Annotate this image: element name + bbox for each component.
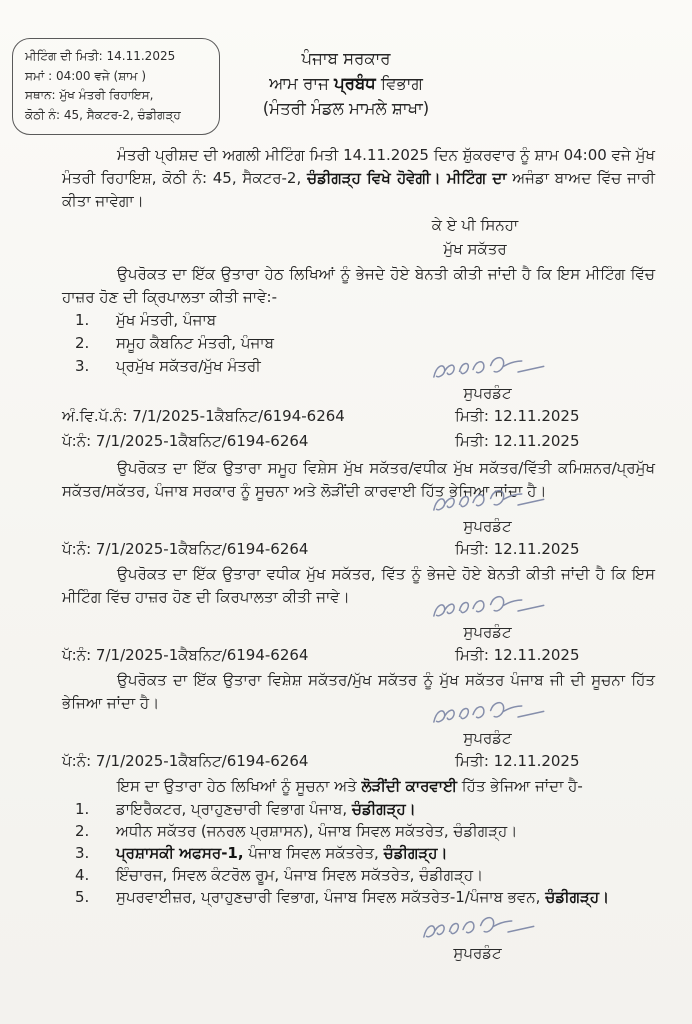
list-item xyxy=(75,886,655,908)
list-item xyxy=(75,864,655,886)
signatory-designation: ਸੁਪਰਡੰਟ xyxy=(463,384,512,402)
list-item-number: 3. xyxy=(75,357,90,375)
signature-block xyxy=(380,697,595,748)
signatory-designation: ਸੁਪਰਡੰਟ xyxy=(463,517,512,535)
list-item-number: 5. xyxy=(75,888,90,906)
reference-date: ਮਿਤੀ: 12.11.2025 xyxy=(455,540,580,558)
reference-number: ਪੱ:ਨੰ: 7/1/2025-1ਕੈਬਨਿਟ/6194-6264 xyxy=(62,646,309,664)
list-item-text: ਇੰਚਾਰਜ, ਸਿਵਲ ਕੰਟਰੋਲ ਰੂਮ, ਪੰਜਾਬ ਸਿਵਲ ਸਕੱਤਰੇਤ, ਚੰਡੀਗੜ੍ਹ। xyxy=(116,866,484,884)
reference-line xyxy=(62,538,655,561)
list-item-number: 4. xyxy=(75,866,90,884)
list-item xyxy=(75,820,655,842)
reference-line xyxy=(62,405,655,428)
handwritten-signature-icon xyxy=(397,482,578,522)
endorsement-paragraph-2: ਉਪਰੋਕਤ ਦਾ ਇੱਕ ਉਤਾਰਾ ਵਧੀਕ ਮੁੱਖ ਸਕੱਤਰ, ਵਿੱਤ ਨੂੰ ਭੇਜਦੇ ਹੋਏ ਬੇਨਤੀ ਕੀਤੀ ਜਾਂਦੀ ਹੈ ਕਿ ਇਸ ਮੀਟਿੰਗ ਵਿੱਚ ਹਾਜ਼ਰ ਹੋਣ ਦੀ ਕਿਰਪਾਲਤਾ ਕੀਤੀ ਜਾਵੇ। xyxy=(62,565,655,606)
handwritten-signature-icon xyxy=(397,588,578,628)
branch-name: (ਮੰਤਰੀ ਮੰਡਲ ਮਾਮਲੇ ਸ਼ਾਖਾ) xyxy=(262,99,430,118)
signatory-designation: ਸੁਪਰਡੰਟ xyxy=(463,623,512,641)
list-item-text: ਪ੍ਰਮੁੱਖ ਸਕੱਤਰ/ਮੁੱਖ ਮੰਤਰੀ xyxy=(116,357,261,375)
list-item-text: ਸਮੂਹ ਕੈਬਨਿਟ ਮੰਤਰੀ, ਪੰਜਾਬ xyxy=(116,334,274,352)
list-item-text: ਸੁਪਰਵਾਈਜ਼ਰ, ਪ੍ਰਾਹੁਣਚਾਰੀ ਵਿਭਾਗ, ਪੰਜਾਬ ਸਿਵਲ ਸਕੱਤਰੇਤ-1/ਪੰਜਾਬ ਭਵਨ, ਚੰਡੀਗੜ੍ਹ। xyxy=(116,888,610,906)
distribution-list xyxy=(62,798,655,908)
list-item-number: 2. xyxy=(75,822,90,840)
handwritten-signature-icon xyxy=(397,349,578,389)
list-item-text: ਅਧੀਨ ਸਕੱਤਰ (ਜਨਰਲ ਪ੍ਰਸ਼ਾਸਨ), ਪੰਜਾਬ ਸਿਵਲ ਸਕੱਤਰੇਤ, ਚੰਡੀਗੜ੍ਹ। xyxy=(116,822,518,840)
list-item xyxy=(75,798,655,820)
meeting-venue-line2: ਕੋਠੀ ਨੰ: 45, ਸੈਕਟਰ-2, ਚੰਡੀਗੜ੍ਹ xyxy=(25,107,181,122)
reference-date: ਮਿਤੀ: 12.11.2025 xyxy=(455,752,580,770)
signature-block xyxy=(380,352,595,403)
signatory-title: ਮੁੱਖ ਸਕੱਤਰ xyxy=(443,240,507,258)
list-item xyxy=(75,842,655,864)
letterhead xyxy=(0,0,692,142)
reference-number: ਪੱ:ਨੰ: 7/1/2025-1ਕੈਬਨਿਟ/6194-6264 xyxy=(62,540,309,558)
reference-date: ਮਿਤੀ: 12.11.2025 xyxy=(455,432,580,450)
signature-block xyxy=(380,591,595,642)
opening-paragraph: ਮੰਤਰੀ ਪ੍ਰੀਸ਼ਦ ਦੀ ਅਗਲੀ ਮੀਟਿੰਗ ਮਿਤੀ 14.11.2025 ਦਿਨ ਸ਼ੁੱਕਰਵਾਰ ਨੂੰ ਸ਼ਾਮ 04:00 ਵਜੇ ਮੁੱਖ ਮੰਤਰੀ ਰਿਹਾਇਸ਼, ਕੋਠੀ ਨੰ: 45, ਸੈਕਟਰ-2, ਚੰਡੀਗੜ੍ਹ ਵਿਖੇ ਹੋਵੇਗੀ। ਮੀਟਿੰਗ ਦਾ ਅਜੰਡਾ ਬਾਅਦ ਵਿੱਚ ਜਾਰੀ ਕੀਤਾ ਜਾਵੇਗਾ। xyxy=(62,146,655,210)
list-item-number: 2. xyxy=(75,334,90,352)
signatory-name: ਕੇ ਏ ਪੀ ਸਿਨਹਾ xyxy=(431,216,519,234)
list-item-text: ਡਾਇਰੈਕਟਰ, ਪ੍ਰਾਹੁਣਚਾਰੀ ਵਿਭਾਗ ਪੰਜਾਬ, ਚੰਡੀਗੜ੍ਹ। xyxy=(116,800,416,818)
reference-date: ਮਿਤੀ: 12.11.2025 xyxy=(455,407,580,425)
list-item-number: 1. xyxy=(75,800,90,818)
reference-number: ਪੱ:ਨੰ: 7/1/2025-1ਕੈਬਨਿਟ/6194-6264 xyxy=(62,432,309,450)
list-item-text: ਮੁੱਖ ਮੰਤਰੀ, ਪੰਜਾਬ xyxy=(116,311,217,329)
typed-signoff xyxy=(375,213,575,261)
meeting-info-box xyxy=(12,38,220,135)
distribution-paragraph: ਇਸ ਦਾ ਉਤਾਰਾ ਹੇਠ ਲਿਖਿਆਂ ਨੂੰ ਸੂਚਨਾ ਅਤੇ ਲੋੜੀਂਦੀ ਕਾਰਵਾਈ ਹਿੱਤ ਭੇਜਿਆ ਜਾਂਦਾ ਹੈ- xyxy=(117,777,583,795)
reference-line xyxy=(62,430,655,453)
meeting-time: ਸਮਾਂ : 04:00 ਵਜੇ (ਸ਼ਾਮ ) xyxy=(25,68,147,83)
reference-number: ਅੰ.ਵਿ.ਪੱ.ਨੰ: 7/1/2025-1ਕੈਬਨਿਟ/6194-6264 xyxy=(62,407,345,425)
list-item-number: 1. xyxy=(75,311,90,329)
list-item-number: 3. xyxy=(75,844,90,862)
signatory-designation: ਸੁਪਰਡੰਟ xyxy=(463,729,512,747)
government-name: ਪੰਜਾਬ ਸਰਕਾਰ xyxy=(301,49,391,68)
list-item xyxy=(75,309,655,332)
reference-line xyxy=(62,750,655,773)
signature-block xyxy=(370,912,585,963)
signature-block xyxy=(380,485,595,536)
handwritten-signature-icon xyxy=(397,694,578,734)
reference-number: ਪੱ:ਨੰ: 7/1/2025-1ਕੈਬਨਿਟ/6194-6264 xyxy=(62,752,309,770)
reference-line xyxy=(62,644,655,667)
handwritten-signature-icon xyxy=(387,909,568,949)
department-name: ਆਮ ਰਾਜ ਪ੍ਰਬੰਧ ਵਿਭਾਗ xyxy=(269,74,423,93)
endorsement-paragraph-1: ਉਪਰੋਕਤ ਦਾ ਇੱਕ ਉਤਾਰਾ ਸਮੂਹ ਵਿਸ਼ੇਸ ਮੁੱਖ ਸਕੱਤਰ/ਵਧੀਕ ਮੁੱਖ ਸਕੱਤਰ/ਵਿੱਤੀ ਕਮਿਸ਼ਨਰ/ਪ੍ਰਮੁੱਖ ਸਕੱਤਰ/ਸਕੱਤਰ, ਪੰਜਾਬ ਸਰਕਾਰ ਨੂੰ ਸੂਚਨਾ ਅਤੇ ਲੋੜੀਂਦੀ ਕਾਰਵਾਈ ਹਿੱਤ ਭੇਜਿਆ ਜਾਂਦਾ ਹੈ। xyxy=(62,459,655,500)
meeting-venue-line1: ਸਥਾਨ: ਮੁੱਖ ਮੰਤਰੀ ਰਿਹਾਇਸ, xyxy=(25,88,154,102)
copy-request-paragraph: ਉਪਰੋਕਤ ਦਾ ਇੱਕ ਉਤਾਰਾ ਹੇਠ ਲਿਖਿਆਂ ਨੂੰ ਭੇਜਦੇ ਹੋਏ ਬੇਨਤੀ ਕੀਤੀ ਜਾਂਦੀ ਹੈ ਕਿ ਇਸ ਮੀਟਿੰਗ ਵਿੱਚ ਹਾਜ਼ਰ ਹੋਣ ਦੀ ਕ੍ਰਿਪਾਲਤਾ ਕੀਤੀ ਜਾਵੇ:- xyxy=(62,265,655,306)
meeting-date: ਮੀਟਿੰਗ ਦੀ ਮਿਤੀ: 14.11.2025 xyxy=(25,49,176,63)
signatory-designation: ਸੁਪਰਡੰਟ xyxy=(453,944,502,962)
list-item-text: ਪ੍ਰਸ਼ਾਸਕੀ ਅਫਸਰ-1, ਪੰਜਾਬ ਸਿਵਲ ਸਕੱਤਰੇਤ, ਚੰਡੀਗੜ੍ਹ। xyxy=(116,844,448,862)
endorsement-paragraph-3: ਉਪਰੋਕਤ ਦਾ ਇੱਕ ਉਤਾਰਾ ਵਿਸ਼ੇਸ਼ ਸਕੱਤਰ/ਮੁੱਖ ਸਕੱਤਰ ਨੂੰ ਮੁੱਖ ਸਕੱਤਰ ਪੰਜਾਬ ਜੀ ਦੀ ਸੂਚਨਾ ਹਿੱਤ ਭੇਜਿਆ ਜਾਂਦਾ ਹੈ। xyxy=(62,671,655,712)
reference-date: ਮਿਤੀ: 12.11.2025 xyxy=(455,646,580,664)
